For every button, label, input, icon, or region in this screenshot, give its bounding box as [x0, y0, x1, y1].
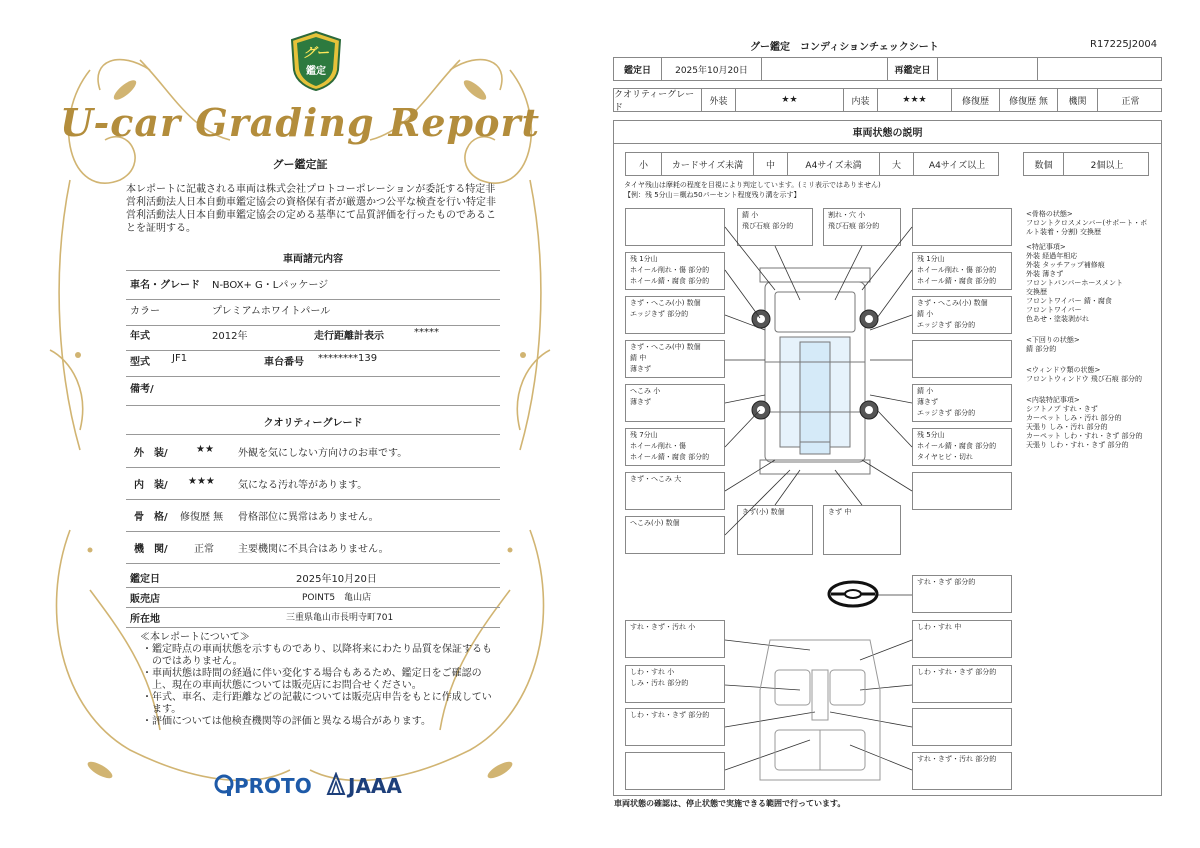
grade-desc: 骨格部位に異常はありません。: [238, 512, 379, 523]
spec-row-year: [126, 327, 500, 351]
note-line: 錆 部分的: [1026, 345, 1057, 353]
note-item: ・年式、車名、走行距離などの記載については販売店申告をもとに作成しています。: [142, 692, 492, 715]
note-line: フロントクロスメンバー(サポート・ボルト装着・分割) 交換歴: [1026, 219, 1148, 236]
grade-row-engine: [126, 540, 500, 564]
address-label: 所在地: [130, 614, 160, 625]
note-line: <内装特記事項>: [1026, 396, 1080, 404]
ext-box-6: きず・へこみ(小) 数個 エッジきず 部分的: [625, 296, 725, 334]
ext-label: 外装: [702, 89, 736, 111]
note-line: カーペット しみ・汚れ 部分的: [1026, 414, 1122, 422]
grade-desc: 主要機関に不具合はありません。: [238, 544, 389, 555]
ext-box-14: きず・へこみ 大: [625, 472, 725, 510]
note-line: カーペット しわ・すれ・きず 部分的: [1026, 432, 1143, 440]
sheet-code: R17225J2004: [1090, 39, 1158, 50]
report-notes: [140, 632, 500, 728]
note-line: <特記事項>: [1026, 243, 1066, 251]
int-box-2: しわ・すれ 中: [912, 620, 1012, 658]
count-value: 2個以上: [1090, 160, 1124, 171]
note-line: シフトノブ すれ・きず: [1026, 405, 1098, 413]
grade-desc: 外観を気にしない方向けのお車です。: [238, 448, 408, 459]
qg-label: クオリティーグレード: [614, 89, 702, 111]
note-line: [1026, 324, 1154, 336]
repair-value: 修復歴 無: [1000, 89, 1058, 111]
footer-logos: [214, 770, 414, 800]
spec-row-name: [126, 276, 500, 300]
date-value: 2025年10月20日: [662, 58, 762, 80]
row-shop: [126, 590, 500, 608]
steering-wheel-icon: [827, 580, 879, 608]
proto-logo-icon: [214, 774, 234, 796]
engine-label: 機関: [1058, 89, 1098, 111]
script-title: U-car Grading Report: [59, 100, 541, 145]
grade-label: 機 関/: [134, 544, 168, 555]
grade-value: 正常: [194, 544, 214, 555]
condition-check-sheet: [600, 0, 1200, 848]
grade-label: 骨 格/: [134, 512, 168, 523]
int-value: ★★★: [878, 89, 952, 111]
grade-value: ★★: [196, 444, 214, 455]
remarks-label: 備考/: [130, 384, 154, 395]
int-box-4: しわ・すれ・きず 部分的: [912, 665, 1012, 703]
odo-label: 走行距離計表示: [314, 331, 384, 342]
note-line: [1026, 354, 1154, 366]
note-line: <下回りの状態>: [1026, 336, 1080, 344]
grade-desc: 気になる汚れ等があります。: [238, 480, 368, 491]
color-label: カラー: [130, 306, 160, 317]
chassis-label: 車台番号: [264, 357, 304, 368]
chassis-value: ********139: [318, 353, 378, 364]
year-value: 2012年: [212, 331, 248, 342]
date-value: 2025年10月20日: [296, 574, 377, 585]
spec-row-color: [126, 302, 500, 326]
model-label: 型式: [130, 357, 150, 368]
ext-box-4: 残 1分山 ホイール削れ・傷 部分的 ホイール錆・腐食 部分的: [625, 252, 725, 290]
row-address: [126, 610, 500, 628]
state-header: 車両状態の説明: [613, 120, 1162, 144]
grade-value: ★★★: [188, 476, 215, 487]
certificate-body: 本レポートに記載される車両は株式会社プロトコーポレーションが委託する特定非営利活動法人日本自動車鑑定協会の資格保有者が厳選かつ公平な検査を行い特定非営利活動法人日本自動車鑑定協会の定める基準にて品質評価を行ったものであることを証明する。: [126, 184, 496, 234]
int-label: 内装: [844, 89, 878, 111]
grade-label: 内 装/: [134, 480, 168, 491]
grade-label: 外 装/: [134, 448, 168, 459]
side-notes: [1026, 210, 1154, 450]
note-line: フロントウィンドウ 飛び石痕 部分的: [1026, 375, 1143, 383]
int-box-6: [912, 708, 1012, 746]
note-line: 交換歴: [1026, 288, 1047, 296]
int-box-0: すれ・きず 部分的: [912, 575, 1012, 613]
name-value: N-BOX+ G・Lパッケージ: [212, 280, 329, 291]
date-label: 鑑定日: [130, 574, 160, 585]
ext-box-5: 残 1分山 ホイール削れ・傷 部分的 ホイール錆・腐食 部分的: [912, 252, 1012, 290]
badge-top-text: グー: [302, 46, 329, 61]
note-line: フロントバンパーホースメント: [1026, 279, 1124, 287]
int-box-8: すれ・きず・汚れ 部分的: [912, 752, 1012, 790]
badge-bottom-text: 鑑定: [306, 66, 326, 77]
size-large: 大: [880, 153, 914, 175]
sheet-footer: 車両状態の確認は、停止状態で実施できる範囲で行っています。: [614, 799, 846, 808]
divider: [126, 434, 500, 435]
note-line: 天張り しわ・すれ・きず 部分的: [1026, 441, 1129, 449]
ext-box-12: 残 7分山 ホイール削れ・傷 ホイール錆・腐食 部分的: [625, 428, 725, 466]
ext-box-10: へこみ 小 薄きず: [625, 384, 725, 422]
spec-row-model: [126, 353, 500, 377]
model-value: JF1: [172, 353, 188, 364]
certificate-title: グー鑑定証: [272, 158, 328, 171]
engine-value: 正常: [1121, 96, 1140, 107]
reinspect-label: 再鑑定日: [888, 58, 938, 80]
int-box-7: [625, 752, 725, 790]
address-value: 三重県亀山市長明寺町701: [286, 613, 394, 623]
grade-row-frame: [126, 508, 500, 532]
name-label: 車名・グレード: [130, 280, 200, 291]
row-date: [126, 570, 500, 588]
grade-value: 修復歴 無: [180, 512, 224, 523]
repair-label: 修復歴: [952, 89, 1000, 111]
note-line: <ウィンドウ類の状態>: [1026, 366, 1101, 374]
jaaa-logo: JAAA: [348, 774, 402, 798]
ext-value: ★★: [736, 89, 844, 111]
odo-value: *****: [414, 327, 439, 338]
size-small-desc: カードサイズ未満: [662, 153, 754, 175]
date-label: 鑑定日: [614, 58, 662, 80]
ext-box-13: 残 5分山 ホイール錆・腐食 部分的 タイヤヒビ・切れ: [912, 428, 1012, 466]
jaaa-logo-icon: [326, 772, 346, 796]
note-item: ・評価については他検査機関等の評価と異なる場合があります。: [142, 716, 431, 727]
note-line: 色あせ・塗装剥がれ: [1026, 315, 1089, 323]
note-line: 外装 薄きず: [1026, 270, 1064, 278]
color-value: プレミアムホワイトパール: [212, 306, 331, 317]
grade-row-exterior: [126, 444, 500, 468]
size-medium-desc: A4サイズ未満: [788, 153, 880, 175]
ext-box-18: きず 中: [823, 505, 901, 555]
tire-note: タイヤ残山は摩耗の程度を目視により判定しています。(ミリ表示ではありません): [624, 181, 881, 189]
ext-box-11: 錆 小 薄きず エッジきず 部分的: [912, 384, 1012, 422]
note-line: 外装 経過年相応: [1026, 252, 1078, 260]
note-item: ・車両状態は時間の経過に伴い変化する場合もあるため、鑑定日をご確認の上、現在の車両状態については販売店にお問合せください。: [142, 668, 482, 691]
proto-logo: PROTO: [234, 774, 312, 798]
int-box-3: しわ・すれ 小 しみ・汚れ 部分的: [625, 665, 725, 703]
shop-label: 販売店: [130, 594, 160, 605]
size-small: 小: [626, 153, 662, 175]
grade-row-interior: [126, 476, 500, 500]
spec-header: 車両諸元内容: [283, 254, 343, 265]
sheet-title: グー鑑定 コンディションチェックシート: [750, 42, 939, 53]
note-line: <骨格の状態>: [1026, 210, 1073, 218]
int-box-1: すれ・きず・汚れ 小: [625, 620, 725, 658]
note-line: フロントワイパー 錆・腐食: [1026, 297, 1112, 305]
ext-box-1: 錆 小 飛び石痕 部分的: [737, 208, 813, 246]
note-line: [1026, 384, 1154, 396]
spec-row-remarks: [126, 380, 500, 406]
ext-box-16: へこみ(小) 数個: [625, 516, 725, 554]
notes-title: ≪本レポートについて≫: [140, 632, 250, 643]
ext-box-8: きず・へこみ(中) 数個 錆 中 薄きず: [625, 340, 725, 378]
ext-box-17: きず(小) 数個: [737, 505, 813, 555]
divider: [126, 270, 500, 271]
ext-box-2: 割れ・穴 小 飛び石痕 部分的: [823, 208, 901, 246]
tire-example: 【例：残 5分山＝概ね50パーセント程度残り溝を示す】: [624, 191, 801, 199]
shop-value: POINT5 亀山店: [302, 593, 372, 603]
grade-header: クオリティーグレード: [263, 418, 363, 429]
ext-box-7: きず・へこみ(小) 数個 錆 小 エッジきず 部分的: [912, 296, 1012, 334]
car-interior-diagram: [755, 630, 885, 795]
goo-badge-logo: [288, 30, 344, 92]
year-label: 年式: [130, 331, 150, 342]
note-line: フロントワイパー: [1026, 306, 1082, 314]
size-large-desc: A4サイズ以上: [928, 160, 986, 171]
count-label: 数個: [1024, 153, 1064, 175]
size-medium: 中: [754, 153, 788, 175]
note-line: 外装 タッチアップ補修痕: [1026, 261, 1105, 269]
note-line: 天張り しみ・汚れ 部分的: [1026, 423, 1108, 431]
int-box-5: しわ・すれ・きず 部分的: [625, 708, 725, 746]
note-item: ・鑑定時点の車両状態を示すものであり、以降将来にわたり品質を保証するものではありません。: [142, 644, 492, 667]
